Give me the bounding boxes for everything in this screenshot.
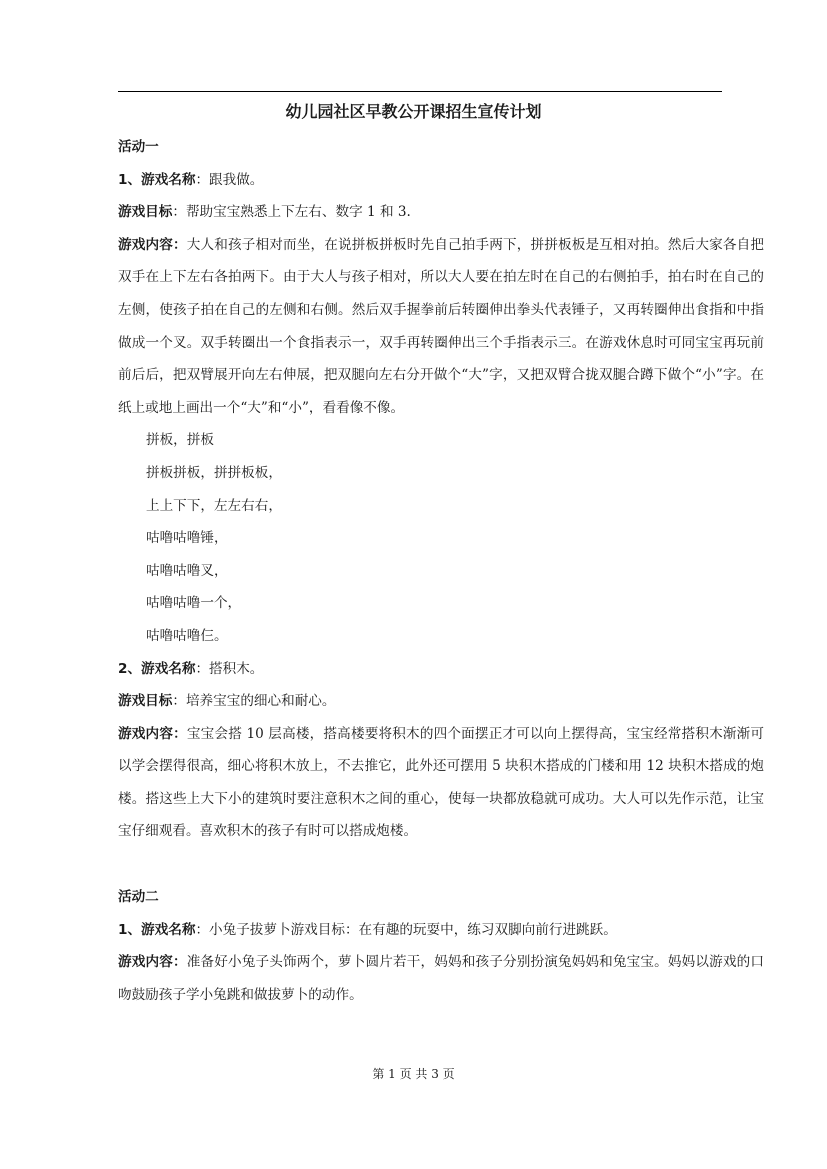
activity1-heading: 活动一 — [118, 139, 159, 155]
field-value: ：小兔子拔萝卜游戏目标：在有趣的玩耍中，练习双脚向前行进跳跃。 — [195, 921, 617, 938]
a1-game1-content — [118, 229, 764, 425]
a1-game1-goal — [118, 196, 764, 229]
page-footer: 第 1 页 共 3 页 — [372, 1067, 455, 1081]
rhyme-line: 咕噜咕噜叉， — [146, 562, 228, 579]
rhyme-line: 咕噜咕噜锤， — [146, 530, 228, 547]
field-label: 1、游戏名称 — [118, 921, 196, 938]
field-value: ：搭积木。 — [195, 660, 264, 677]
header-rule — [118, 91, 722, 92]
document-title: 幼儿园社区早教公开课招生宣传计划 — [285, 102, 542, 121]
field-value: 准备好小兔子头饰两个，萝卜圆片若干，妈妈和孩子分别扮演兔妈妈和兔宝宝。妈妈以游戏的口吻鼓励孩子学小兔跳和做拔萝卜的动作。 — [118, 954, 765, 1003]
field-label: 游戏内容： — [118, 236, 187, 253]
field-label: 游戏内容： — [118, 954, 187, 971]
field-value: ：培养宝宝的细心和耐心。 — [172, 693, 336, 710]
activity2-heading: 活动二 — [118, 889, 159, 906]
a1-game2-goal — [118, 685, 764, 718]
a1-game1-name — [118, 164, 764, 197]
rhyme-line: 上上下下，左左右右， — [146, 497, 282, 514]
section-gap — [118, 848, 764, 881]
a2-game1-content — [118, 946, 764, 1011]
field-label: 游戏目标 — [118, 204, 173, 221]
a1-game2-content — [118, 718, 764, 848]
document-body — [118, 131, 764, 1011]
field-value: ：跟我做。 — [195, 171, 264, 188]
a1-game2-name — [118, 653, 764, 686]
a2-game1-name — [118, 914, 764, 947]
rhyme-line: 咕噜咕噜一个， — [146, 595, 242, 612]
field-label: 游戏目标 — [118, 693, 173, 710]
field-label: 游戏内容： — [118, 725, 187, 742]
field-label: 1、游戏名称 — [118, 171, 196, 188]
field-value: 大人和孩子相对而坐，在说拼板拼板时先自己拍手两下，拼拼板板是互相对拍。然后大家各自把双手在上下左右各拍两下。由于大人与孩子相对，所以大人要在拍左时在自己的右侧拍手，拍右时在自己的左侧，使孩子拍在自己的左侧和右侧。然后双手握拳前后转圈伸出拳头代表锤子，又再转圈伸出食指和中指做成一个叉。双手转圈出一个食指表示一，双手再转圈伸出三个手指表示三。在游戏休息时可同宝宝再玩前前后后，把双臂展开向左右伸展，把双腿向左右分开做个“大”字，又把双臂合拢双腿合蹲下做个“小”字。在纸上或地上画出一个“大”和“小”，看看像不像。 — [118, 236, 765, 416]
field-label: 2、游戏名称 — [118, 660, 196, 677]
rhyme-line: 咕噜咕噜仨。 — [146, 627, 228, 644]
rhyme-line: 拼板拼板，拼拼板板， — [146, 464, 282, 481]
rhyme-line: 拼板，拼板 — [146, 432, 214, 449]
field-value: 宝宝会搭 10 层高楼，搭高楼要将积木的四个面摆正才可以向上摆得高，宝宝经常搭积木渐渐可以学会摆得很高，细心将积木放上，不去推它，此外还可摆用 5 块积木搭成的门楼和用 12 块积木搭成的炮楼。搭这些上大下小的建筑时要注意积木之间的重心，使每一块都放稳就可成功。大人可以先作示范，让宝宝仔细观看。喜欢积木的孩子有时可以搭成炮楼。 — [118, 725, 765, 840]
field-value: ：帮助宝宝熟悉上下左右、数字 1 和 3. — [172, 204, 411, 221]
